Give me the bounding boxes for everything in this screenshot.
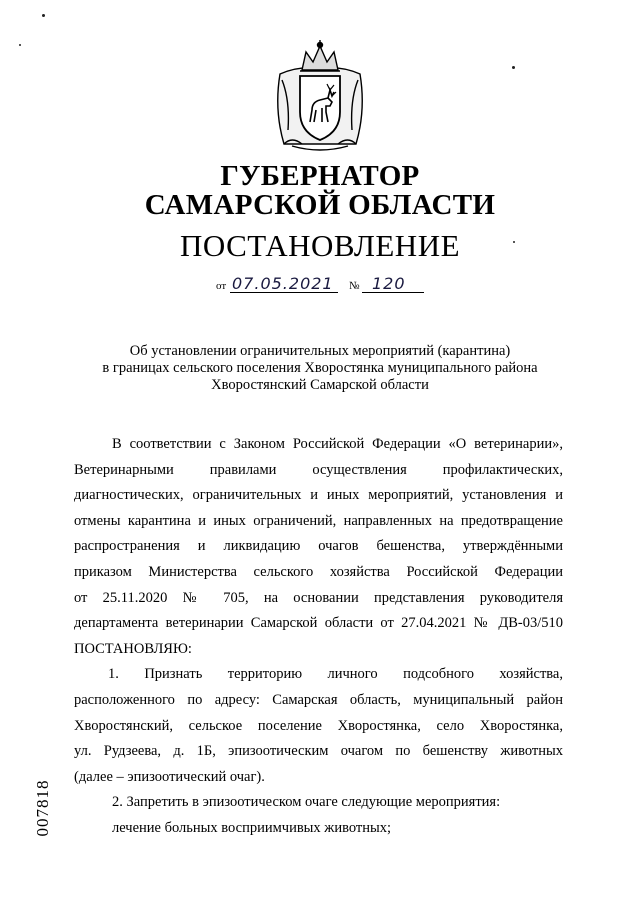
number-value: 120: [372, 274, 406, 293]
body-line: от 25.11.2020 № 705, на основании представления руководителя: [74, 589, 563, 606]
subject-line: Об установлении ограничительных мероприятий (карантина): [129, 343, 511, 359]
subject-line: Хворостянский Самарской области: [211, 377, 429, 393]
body-line: 1. Признать территорию личного подсобного хозяйства,: [108, 666, 563, 683]
document-type-heading: ПОСТАНОВЛЕНИЕ: [179, 228, 461, 263]
body-line: 2. Запретить в эпизоотическом очаге следующие мероприятия:: [112, 794, 501, 811]
scan-speck: [512, 66, 515, 69]
issuer-title-line2: САМАРСКОЙ ОБЛАСТИ: [144, 189, 496, 221]
body-line: (далее – эпизоотический очаг).: [74, 768, 265, 785]
samara-coat-of-arms-icon: [272, 40, 368, 156]
body-line: ул. Рудзеева, д. 1Б, эпизоотическим очагом по бешенству животных: [74, 743, 563, 760]
body-line: лечение больных восприимчивых животных;: [112, 819, 391, 836]
date-value: 07.05.2021: [232, 274, 334, 293]
body-line: Ветеринарными правилами осуществления профилактических,: [74, 461, 563, 478]
scan-speck: [513, 241, 515, 243]
scan-speck: [19, 44, 21, 46]
document-body: [74, 432, 563, 842]
subject-line: в границах сельского поселения Хворостянка муниципального района: [102, 360, 538, 376]
body-line: В соответствии с Законом Российской Федерации «О ветеринарии»,: [112, 436, 563, 452]
body-line: отмены карантина и иных ограничений, направленных на предотвращение: [74, 512, 563, 529]
body-line: расположенного по адресу: Самарская область, муниципальный район: [74, 691, 563, 708]
date-label: от: [216, 280, 227, 292]
body-line: ПОСТАНОВЛЯЮ:: [74, 640, 192, 657]
body-line: Хворостянский, сельское поселение Хворостянка, село Хворостянка,: [74, 717, 563, 734]
registration-stamp-number: 007818: [33, 779, 52, 837]
document-date-number-line: [0, 274, 640, 296]
number-label: №: [349, 280, 360, 292]
body-line: распространения и ликвидацию очагов бешенства, утверждёнными: [74, 538, 563, 555]
body-line: приказом Министерства сельского хозяйства Российской Федерации: [74, 563, 563, 580]
body-line: департамента ветеринарии Самарской области от 27.04.2021 № ДВ-03/510: [74, 615, 563, 632]
body-line: диагностических, ограничительных и иных мероприятий, установления и: [74, 487, 563, 504]
scan-speck: [42, 14, 45, 17]
issuer-title-line1: ГУБЕРНАТОР: [220, 160, 420, 192]
document-subject: [60, 343, 580, 394]
